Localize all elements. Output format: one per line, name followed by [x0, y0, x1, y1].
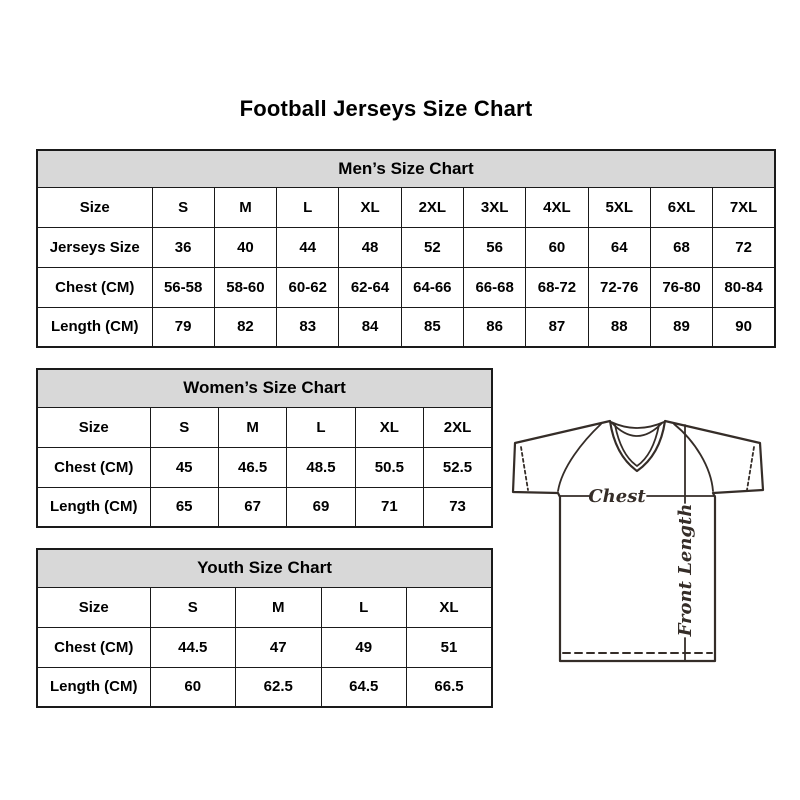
- value-cell: 88: [588, 307, 650, 347]
- value-cell: XL: [407, 587, 493, 627]
- value-cell: 60-62: [277, 267, 339, 307]
- row-label-cell: Jerseys Size: [37, 227, 152, 267]
- value-cell: 89: [650, 307, 712, 347]
- value-cell: 66.5: [407, 667, 493, 707]
- table-row: [37, 447, 492, 487]
- value-cell: 45: [150, 447, 218, 487]
- value-cell: 60: [150, 667, 236, 707]
- front-length-label: Front Length: [675, 503, 696, 637]
- value-cell: 49: [321, 627, 407, 667]
- row-label-cell: Chest (CM): [37, 627, 150, 667]
- value-cell: 62-64: [339, 267, 401, 307]
- value-cell: 69: [287, 487, 355, 527]
- jersey-outline: [513, 421, 763, 661]
- value-cell: 85: [401, 307, 463, 347]
- value-cell: 51: [407, 627, 493, 667]
- womens-size-table: [36, 368, 493, 528]
- value-cell: 7XL: [713, 187, 775, 227]
- table-row: [37, 267, 775, 307]
- table-row: [37, 187, 775, 227]
- value-cell: M: [218, 407, 286, 447]
- value-cell: 44: [277, 227, 339, 267]
- table-row: [37, 667, 492, 707]
- value-cell: 48: [339, 227, 401, 267]
- value-cell: 68-72: [526, 267, 588, 307]
- value-cell: 65: [150, 487, 218, 527]
- value-cell: 3XL: [463, 187, 525, 227]
- jersey-measurement-diagram: [505, 403, 773, 665]
- table-row: [37, 587, 492, 627]
- value-cell: L: [277, 187, 339, 227]
- page-title: Football Jerseys Size Chart: [239, 96, 533, 121]
- value-cell: 47: [236, 627, 322, 667]
- value-cell: M: [214, 187, 276, 227]
- value-cell: 60: [526, 227, 588, 267]
- value-cell: 46.5: [218, 447, 286, 487]
- table-title: Youth Size Chart: [37, 549, 492, 587]
- value-cell: 48.5: [287, 447, 355, 487]
- value-cell: 62.5: [236, 667, 322, 707]
- value-cell: L: [287, 407, 355, 447]
- table-row: [37, 487, 492, 527]
- value-cell: 83: [277, 307, 339, 347]
- value-cell: L: [321, 587, 407, 627]
- value-cell: 72: [713, 227, 775, 267]
- value-cell: 82: [214, 307, 276, 347]
- value-cell: 66-68: [463, 267, 525, 307]
- collar-back-arc: [611, 422, 664, 428]
- value-cell: 2XL: [424, 407, 492, 447]
- value-cell: 6XL: [650, 187, 712, 227]
- table-row: [37, 227, 775, 267]
- value-cell: 87: [526, 307, 588, 347]
- value-cell: 40: [214, 227, 276, 267]
- value-cell: 58-60: [214, 267, 276, 307]
- value-cell: 56: [463, 227, 525, 267]
- value-cell: 36: [152, 227, 214, 267]
- value-cell: 67: [218, 487, 286, 527]
- value-cell: 56-58: [152, 267, 214, 307]
- chest-label: Chest: [588, 486, 646, 507]
- row-label-cell: Size: [37, 587, 150, 627]
- value-cell: 64: [588, 227, 650, 267]
- value-cell: 52.5: [424, 447, 492, 487]
- table-title: Men’s Size Chart: [37, 150, 775, 187]
- value-cell: 73: [424, 487, 492, 527]
- table-row: [37, 307, 775, 347]
- youth-size-table: [36, 548, 493, 708]
- value-cell: 71: [355, 487, 423, 527]
- jersey-diagram-svg: [505, 403, 773, 665]
- table-title: Women’s Size Chart: [37, 369, 492, 407]
- value-cell: 4XL: [526, 187, 588, 227]
- value-cell: 86: [463, 307, 525, 347]
- value-cell: S: [152, 187, 214, 227]
- value-cell: 50.5: [355, 447, 423, 487]
- value-cell: XL: [339, 187, 401, 227]
- row-label-cell: Length (CM): [37, 667, 150, 707]
- value-cell: 52: [401, 227, 463, 267]
- value-cell: 68: [650, 227, 712, 267]
- value-cell: 2XL: [401, 187, 463, 227]
- value-cell: M: [236, 587, 322, 627]
- value-cell: XL: [355, 407, 423, 447]
- value-cell: 80-84: [713, 267, 775, 307]
- value-cell: 44.5: [150, 627, 236, 667]
- value-cell: 72-76: [588, 267, 650, 307]
- row-label-cell: Size: [37, 187, 152, 227]
- row-label-cell: Size: [37, 407, 150, 447]
- value-cell: S: [150, 587, 236, 627]
- value-cell: 64.5: [321, 667, 407, 707]
- value-cell: 79: [152, 307, 214, 347]
- value-cell: 5XL: [588, 187, 650, 227]
- row-label-cell: Chest (CM): [37, 267, 152, 307]
- row-label-cell: Chest (CM): [37, 447, 150, 487]
- value-cell: S: [150, 407, 218, 447]
- value-cell: 84: [339, 307, 401, 347]
- row-label-cell: Length (CM): [37, 307, 152, 347]
- value-cell: 64-66: [401, 267, 463, 307]
- mens-size-table: [36, 149, 776, 348]
- table-row: [37, 407, 492, 447]
- value-cell: 76-80: [650, 267, 712, 307]
- table-row: [37, 627, 492, 667]
- row-label-cell: Length (CM): [37, 487, 150, 527]
- value-cell: 90: [713, 307, 775, 347]
